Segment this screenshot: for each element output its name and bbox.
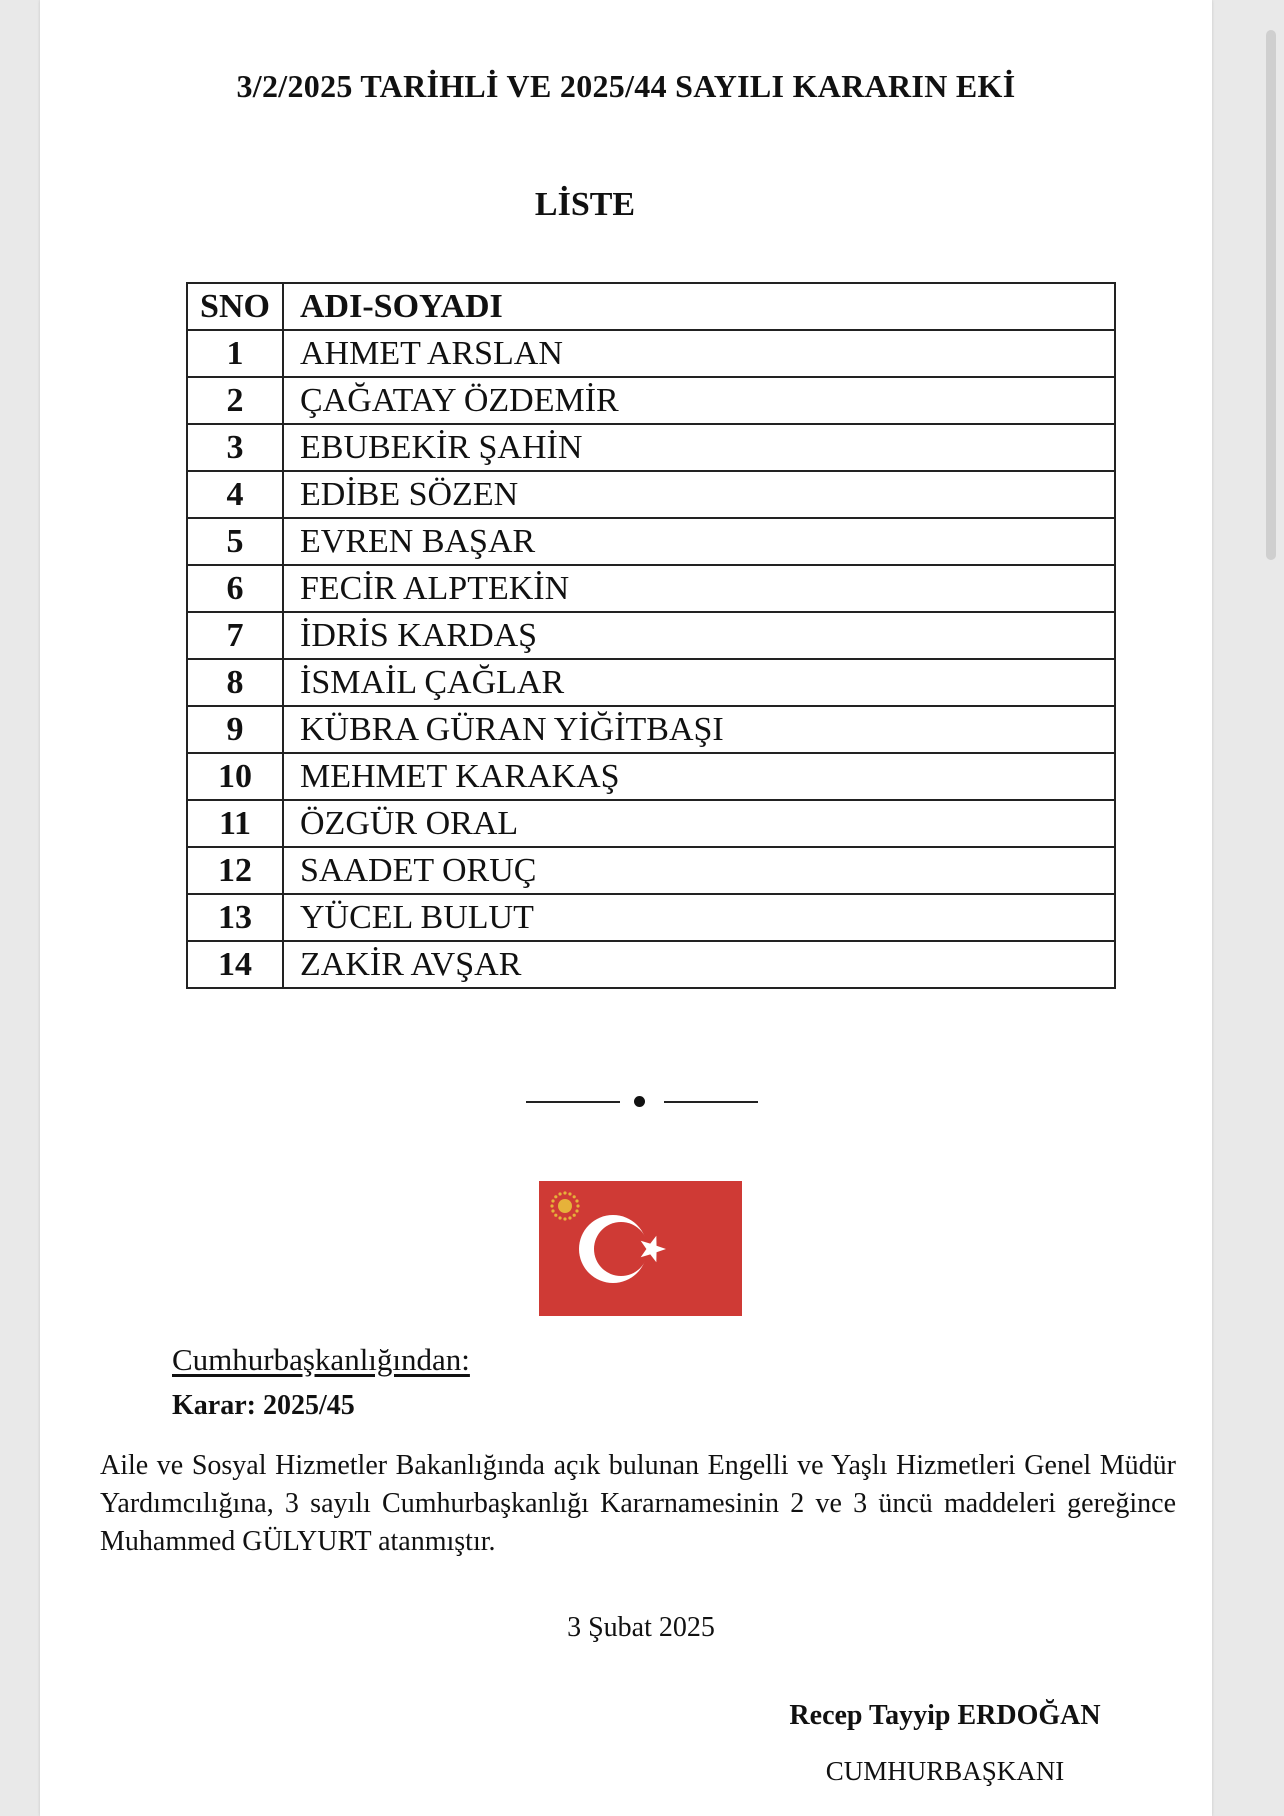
- decree-date: 3 Şubat 2025: [567, 1612, 715, 1643]
- row-number: 12: [187, 847, 283, 894]
- row-name: FECİR ALPTEKİN: [283, 565, 1115, 612]
- emblem-star: [573, 1195, 576, 1198]
- table-row: [187, 706, 1115, 753]
- emblem-star: [576, 1204, 579, 1207]
- signer-name: Recep Tayyip ERDOĞAN: [789, 1700, 1101, 1731]
- row-number: 10: [187, 753, 283, 800]
- row-number: 8: [187, 659, 283, 706]
- row-number: 3: [187, 424, 283, 471]
- row-number: 1: [187, 330, 283, 377]
- table-row: [187, 847, 1115, 894]
- emblem-star: [558, 1216, 561, 1219]
- emblem-star: [575, 1209, 578, 1212]
- separator-line-right: [664, 1101, 758, 1103]
- emblem-star: [563, 1191, 566, 1194]
- list-title: LİSTE: [534, 186, 636, 223]
- emblem-star: [551, 1199, 554, 1202]
- emblem-star: [563, 1217, 566, 1220]
- flag-crescent-inner: [594, 1222, 648, 1276]
- table-row: [187, 471, 1115, 518]
- emblem-star: [554, 1195, 557, 1198]
- row-number: 2: [187, 377, 283, 424]
- document-page: [40, 0, 1212, 1816]
- row-number: 14: [187, 941, 283, 988]
- table-header-row: [187, 283, 1115, 330]
- row-number: 4: [187, 471, 283, 518]
- row-name: ÇAĞATAY ÖZDEMİR: [283, 377, 1115, 424]
- row-name: EBUBEKİR ŞAHİN: [283, 424, 1115, 471]
- row-number: 9: [187, 706, 283, 753]
- table-row: [187, 753, 1115, 800]
- table-row: [187, 518, 1115, 565]
- signer-title: CUMHURBAŞKANI: [825, 1756, 1065, 1786]
- table-row: [187, 894, 1115, 941]
- decree-number: Karar: 2025/45: [172, 1390, 355, 1421]
- row-number: 13: [187, 894, 283, 941]
- separator-dot: [634, 1096, 645, 1107]
- emblem-star: [568, 1216, 571, 1219]
- emblem-star: [573, 1214, 576, 1217]
- row-name: İSMAİL ÇAĞLAR: [283, 659, 1115, 706]
- table-row: [187, 330, 1115, 377]
- row-name: YÜCEL BULUT: [283, 894, 1115, 941]
- scrollbar-thumb[interactable]: [1266, 30, 1276, 560]
- table-row: [187, 424, 1115, 471]
- row-name: AHMET ARSLAN: [283, 330, 1115, 377]
- emblem-star: [558, 1192, 561, 1195]
- table-row: [187, 565, 1115, 612]
- name-column-header: ADI-SOYADI: [283, 283, 1115, 330]
- row-number: 5: [187, 518, 283, 565]
- emblem-star: [568, 1192, 571, 1195]
- table-row: [187, 800, 1115, 847]
- names-table: [186, 282, 1116, 989]
- section-separator: [526, 1092, 758, 1112]
- row-name: EDİBE SÖZEN: [283, 471, 1115, 518]
- emblem-star: [550, 1204, 553, 1207]
- table-row: [187, 659, 1115, 706]
- row-name: İDRİS KARDAŞ: [283, 612, 1115, 659]
- emblem-star: [551, 1209, 554, 1212]
- table-row: [187, 612, 1115, 659]
- turkish-flag-icon: [539, 1181, 742, 1316]
- row-number: 11: [187, 800, 283, 847]
- decree-issuer: Cumhurbaşkanlığından:: [172, 1342, 470, 1377]
- emblem-star: [575, 1199, 578, 1202]
- row-name: SAADET ORUÇ: [283, 847, 1115, 894]
- row-name: MEHMET KARAKAŞ: [283, 753, 1115, 800]
- table-row: [187, 941, 1115, 988]
- row-name: EVREN BAŞAR: [283, 518, 1115, 565]
- document-title: 3/2/2025 TARİHLİ VE 2025/44 SAYILI KARARIN EKİ: [236, 68, 1016, 104]
- decree-text: Aile ve Sosyal Hizmetler Bakanlığında açık bulunan Engelli ve Yaşlı Hizmetleri Genel Müdür Yardımcılığına, 3 sayılı Cumhurbaşkanlığı Kararnamesinin 2 ve 3 üncü maddeleri gereğince Muhammed GÜLYURT atanmıştır.: [100, 1450, 1176, 1557]
- row-name: ZAKİR AVŞAR: [283, 941, 1115, 988]
- emblem-star: [554, 1214, 557, 1217]
- row-name: KÜBRA GÜRAN YİĞİTBAŞI: [283, 706, 1115, 753]
- emblem-sun: [558, 1199, 572, 1213]
- row-number: 7: [187, 612, 283, 659]
- separator-line-left: [526, 1101, 620, 1103]
- row-number: 6: [187, 565, 283, 612]
- table-row: [187, 377, 1115, 424]
- sno-column-header: SNO: [187, 283, 283, 330]
- row-name: ÖZGÜR ORAL: [283, 800, 1115, 847]
